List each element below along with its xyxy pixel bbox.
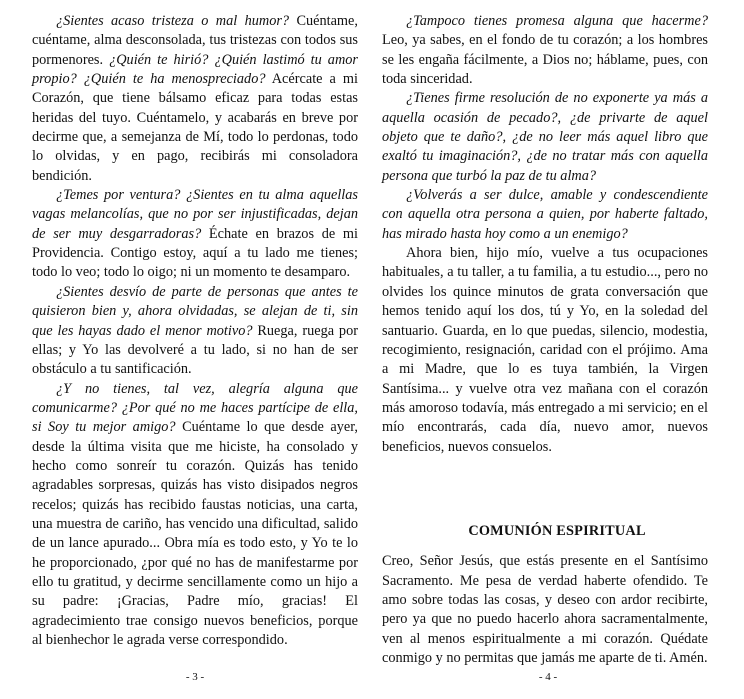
heading-spacer — [382, 541, 708, 552]
question-text: ¿Sientes acaso tristeza o mal humor? — [56, 13, 290, 29]
section-heading: COMUNIÓN ESPIRITUAL — [468, 522, 646, 539]
page-number-left: - 3 - — [185, 671, 205, 683]
section-spacer — [382, 457, 708, 522]
paragraph-fear — [32, 186, 358, 283]
paragraph-sadness — [32, 12, 358, 186]
paragraph-resolution — [382, 89, 708, 186]
question-text: ¿Quién te hirió? ¿Quién lastimó tu amor propio? ¿Quién te ha menospreciado? — [32, 51, 358, 88]
question-text: ¿Temes por ventura? ¿Sientes en tu alma aquellas vagas melancolías, que no por ser injustificadas, dejan de ser muy desgarradoras? — [32, 187, 358, 242]
paragraph-closing — [382, 244, 708, 457]
paragraph-joy — [32, 380, 358, 651]
question-text: ¿Y no tienes, tal vez, alegría alguna que comunicarme? ¿Por qué no me haces partícipe de ella, si Soy tu mejor amigo? — [32, 380, 358, 436]
spiritual-communion-prayer: Creo, Señor Jesús, que estás presente en el Santísimo Sacramento. Me pesa de verdad haberte ofendido. Te amo sobre todas las cosas, y deseo con ardor recibirte, pero ya que no puedo hacerlo ahora sacramentalmente, ven al menos espiritualmente a mi corazón. Quédate conmigo y no permitas que jamás me aparte de ti. Amén. — [382, 553, 708, 666]
body-text: Ahora bien, hijo mío, vuelve a tus ocupaciones habituales, a tu taller, a tu familia, a tu estudio..., pero no olvides los quince minutos de grata conversación que hemos tenido aquí los dos, tú y Yo, en la soledad del santuario. Guarda, en lo que puedas, silencio, modestia, recogimiento, resignación, caridad con el prójimo. Ama a mi Madre, que lo es tuya también, la Virgen Santísima... y vuelve otra vez mañana con el corazón más amoroso todavía, más entregado a mi servicio; en el mío encontrarás, cada día, nuevo amor, nuevos beneficios, nuevos consuelos. — [382, 245, 708, 455]
body-text: Ruega, ruega por ellas; y Yo las devolveré a tu lado, si no han de ser obstáculo a tu santificación. — [32, 322, 358, 378]
body-text: Cuéntame lo que desde ayer, desde la última visita que me hiciste, ha consolado y hecho como sonreír tu corazón. Quizás has tenido agradables sorpresas, quizás has visto disipados negros recelos; quizás has recibido faustas noticias, una carta, una muestra de cariño, has vencido una dificultad, salido de un lance apurado... Obra mía es todo esto, y Yo te lo he proporcionado, ¿por qué no has de manifestarme por ello tu gratitud, y decirme sencillamente como un hijo a su padre: ¡Gracias, Padre mío, gracias! El agradecimiento trae consigo nuevos beneficios, porque al bienhechor le agrada verse correspondido. — [32, 419, 358, 648]
left-page-column — [32, 12, 358, 650]
question-text: ¿Tienes firme resolución de no exponerte ya más a aquella ocasión de pecado?, ¿de privarte de aquel objeto que te daño?, ¿de no leer más aquel libro que exaltó tu imaginación?, ¿de no tratar más con aquella persona que turbó la paz de tu alma? — [382, 90, 708, 184]
page-number-right: - 4 - — [538, 671, 558, 683]
question-text: ¿Sientes desvío de parte de personas que antes te quisieron bien y, ahora olvidadas, se alejan de ti, sin que les hayas dado el menor motivo? — [32, 283, 358, 339]
body-text: Cuéntame, cuéntame, alma desconsolada, tus tristezas con todos sus pormenores. — [32, 13, 358, 68]
body-text: Leo, ya sabes, en el fondo de tu corazón; a los hombres se les engaña fácilmente, a Dios no; háblame, pues, con toda sinceridad. — [382, 32, 708, 88]
question-text: ¿Tampoco tienes promesa alguna que hacerme? — [406, 13, 708, 29]
paragraph-promise — [382, 12, 708, 89]
right-page-column — [382, 12, 708, 668]
body-text: Échate en brazos de mi Providencia. Contigo estoy, aquí a tu lado me tienes; todo lo veo; todo lo oigo; ni un momento te desamparo. — [32, 225, 358, 281]
paragraph-reconciliation — [382, 186, 708, 244]
paragraph-estrangement — [32, 283, 358, 380]
question-text: ¿Volverás a ser dulce, amable y condescendiente con aquella otra persona a quien, por haberte faltado, has mirado hasta hoy como a un enemigo? — [382, 187, 708, 242]
body-text: Acércate a mi Corazón, que tiene bálsamo eficaz para todas estas heridas del tuyo. Cuéntamelo, y acabarás en breve por decirme que, a semejanza de Mí, todo lo perdonas, todo lo olvidas, y en pago, recibirás mi consoladora bendición. — [32, 71, 358, 184]
